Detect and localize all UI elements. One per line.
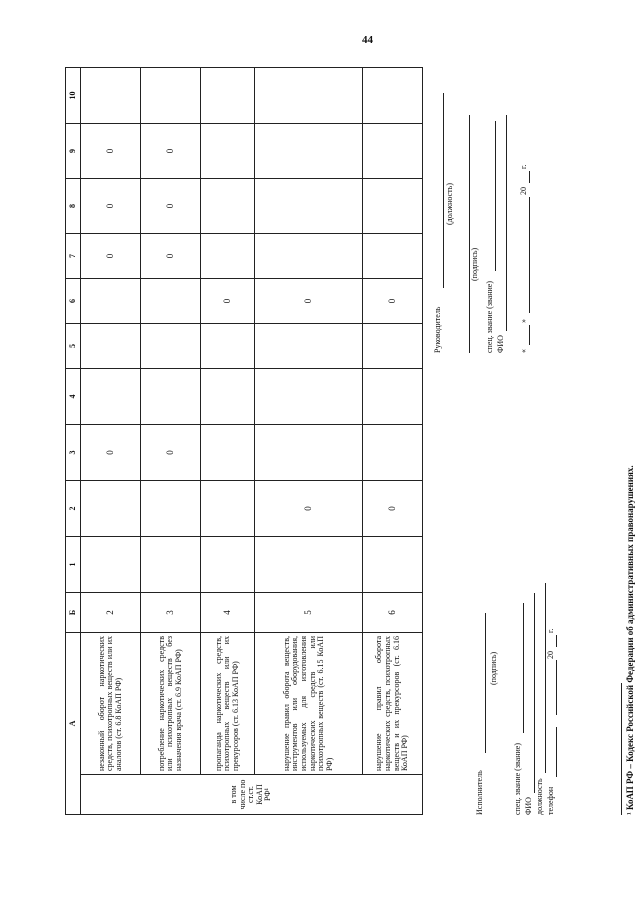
head-signature-caption: (подпись) (470, 247, 479, 281)
row-code: 3 (141, 593, 201, 633)
head-position-caption: (должность) (445, 183, 454, 225)
statistics-table (65, 67, 423, 815)
data-cell (141, 537, 201, 593)
data-cell (141, 279, 201, 324)
rotated-page-content (65, 60, 640, 815)
data-cell (201, 124, 255, 179)
data-cell (141, 481, 201, 537)
data-cell: 0 (81, 234, 141, 279)
data-cell (201, 179, 255, 234)
executor-position-label: должность (535, 778, 544, 815)
row-description: незаконный оборот наркотических средств, психотропных веществ или их аналогов (ст. 6.8 КоАП РФ) (81, 633, 141, 775)
data-cell: 0 (81, 425, 141, 481)
data-cell (81, 537, 141, 593)
executor-fio-label: ФИО (524, 797, 533, 815)
data-cell: 0 (201, 279, 255, 324)
data-cell (255, 369, 363, 425)
head-block (433, 63, 543, 353)
row-description: нарушение правил оборота веществ, инструментов или оборудования, используемых для изготовления наркотических средств или психотропных веществ (ст. 6.15 КоАП РФ) (255, 633, 363, 775)
executor-rank-label: спец. звание (звание) (513, 743, 522, 815)
executor-phone-label: телефон (546, 786, 555, 815)
executor-label: Исполнитель (475, 770, 484, 815)
data-cell (201, 324, 255, 369)
data-cell: 0 (141, 124, 201, 179)
data-cell: 0 (141, 425, 201, 481)
footnote: ¹ КоАП РФ – Кодекс Российской Федерации об административных правонарушениях. (625, 465, 635, 815)
data-cell (81, 369, 141, 425)
data-cell (81, 481, 141, 537)
data-cell: 0 (363, 481, 423, 537)
row-code: 4 (201, 593, 255, 633)
head-quote-open: « (519, 349, 528, 353)
section-label-cell: в том числе по ст.ст. КоАП РФ¹ (81, 775, 423, 815)
data-cell (201, 68, 255, 124)
data-cell: 0 (81, 179, 141, 234)
header-cell: 4 (66, 369, 81, 425)
row-description: нарушение правил оборота наркотических средств, психотропных веществ и их прекурсоров (ст. 6.16 КоАП РФ) (363, 633, 423, 775)
header-cell: 8 (66, 179, 81, 234)
data-cell (201, 425, 255, 481)
header-cell: А (66, 633, 81, 815)
head-rank-label: спец. звание (звание) (485, 281, 494, 353)
executor-block (473, 555, 623, 815)
head-date-g: г. (519, 164, 528, 169)
table-row (201, 68, 255, 815)
table-row (255, 68, 363, 815)
header-cell: 9 (66, 124, 81, 179)
table-header-row (66, 68, 81, 815)
data-cell (255, 324, 363, 369)
data-cell (363, 324, 423, 369)
data-cell (363, 234, 423, 279)
head-quote-close: » (519, 319, 528, 323)
data-cell (81, 324, 141, 369)
header-cell: Б (66, 593, 81, 633)
row-code: 2 (81, 593, 141, 633)
data-cell: 0 (363, 279, 423, 324)
header-cell: 10 (66, 68, 81, 124)
executor-signature-caption: (подпись) (489, 651, 498, 685)
header-cell: 5 (66, 324, 81, 369)
data-cell (363, 68, 423, 124)
data-cell (255, 179, 363, 234)
row-code: 5 (255, 593, 363, 633)
page-number: 44 (362, 34, 373, 46)
row-description: пропаганда наркотических средств, психотропных веществ или их прекурсоров (ст. 6.13 КоАП РФ) (201, 633, 255, 775)
data-cell (201, 481, 255, 537)
table-row (141, 68, 201, 815)
data-cell: 0 (141, 234, 201, 279)
data-cell (141, 68, 201, 124)
data-cell (141, 324, 201, 369)
row-description: потребление наркотических средств или психотропных веществ без назначения врача (ст. 6.9 КоАП РФ) (141, 633, 201, 775)
head-fio-label: ФИО (496, 335, 505, 353)
data-cell: 0 (255, 279, 363, 324)
data-cell (201, 369, 255, 425)
header-cell: 7 (66, 234, 81, 279)
table-row (363, 68, 423, 815)
data-cell (255, 537, 363, 593)
executor-date-year: 20 (546, 651, 555, 659)
data-cell (81, 279, 141, 324)
head-label: Руководитель (433, 306, 442, 353)
head-date-year: 20 (519, 187, 528, 195)
footnote-rule (621, 683, 622, 815)
data-cell (255, 124, 363, 179)
data-cell: 0 (141, 179, 201, 234)
header-cell: 3 (66, 425, 81, 481)
executor-date-g: г. (546, 628, 555, 633)
table-row (81, 68, 141, 815)
data-cell (201, 537, 255, 593)
data-cell (255, 425, 363, 481)
data-cell (363, 425, 423, 481)
data-cell (255, 234, 363, 279)
data-cell (363, 124, 423, 179)
data-cell (81, 68, 141, 124)
row-code: 6 (363, 593, 423, 633)
data-cell (201, 234, 255, 279)
data-cell: 0 (255, 481, 363, 537)
data-cell (141, 369, 201, 425)
data-cell (363, 369, 423, 425)
header-cell: 2 (66, 481, 81, 537)
header-cell: 1 (66, 537, 81, 593)
data-cell (255, 68, 363, 124)
data-cell (363, 537, 423, 593)
data-cell: 0 (81, 124, 141, 179)
header-cell: 6 (66, 279, 81, 324)
data-cell (363, 179, 423, 234)
